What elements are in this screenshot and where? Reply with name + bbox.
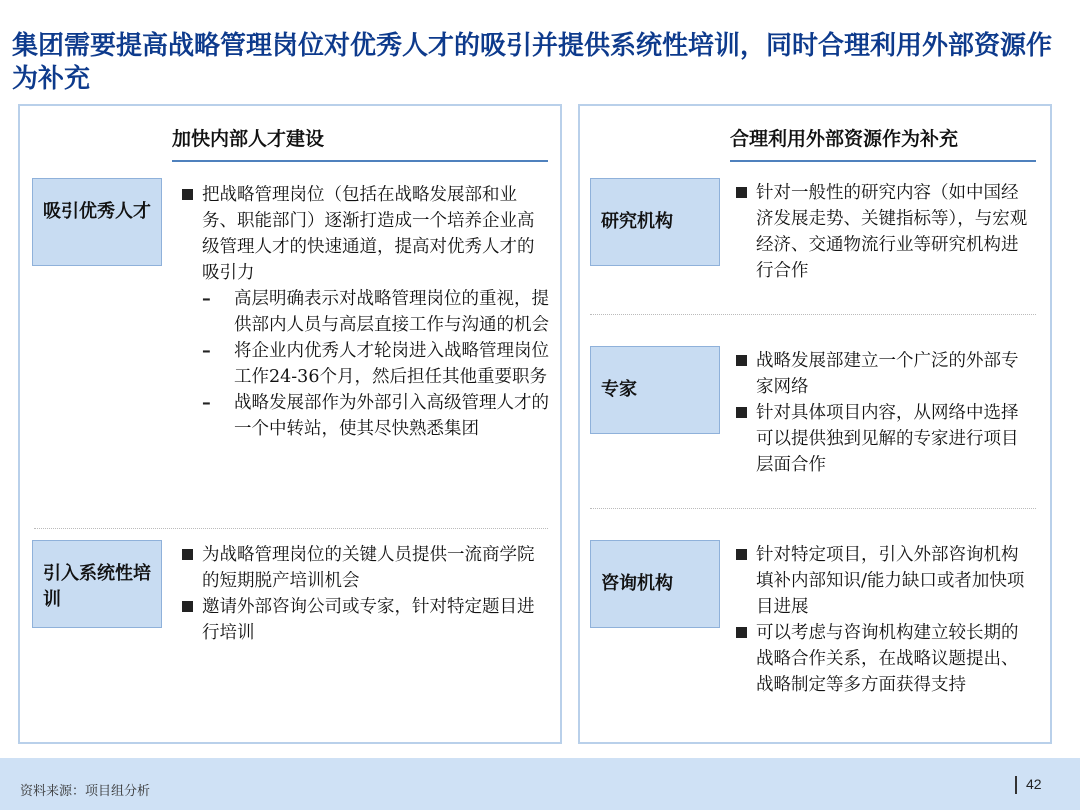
category-experts: 专家 [590,346,720,434]
bullet-item: 针对具体项目内容，从网络中选择可以提供独到见解的专家进行项目层面合作 [734,400,1034,478]
bullet-item: 针对特定项目，引入外部咨询机构填补内部知识/能力缺口或者加快项目进展 [734,542,1034,620]
section-divider [590,314,1036,315]
sub-item: – 高层明确表示对战略管理岗位的重视，提供部内人员与高层直接工作与沟通的机会 [180,286,550,338]
internal-talent-header: 加快内部人才建设 [172,128,325,150]
bullet-item: 为战略管理岗位的关键人员提供一流商学院的短期脱产培训机会 [180,542,550,594]
section-divider [590,508,1036,509]
category-research-institutes: 研究机构 [590,178,720,266]
bullet-item: 针对一般性的研究内容（如中国经济发展走势、关键指标等），与宏观经济、交通物流行业等研究机构进行合作 [734,180,1034,284]
category-attract-talent: 吸引优秀人才 [32,178,162,266]
experts-content [734,348,1034,478]
bullet-item: 可以考虑与咨询机构建立较长期的战略合作关系，在战略议题提出、战略制定等多方面获得支持 [734,620,1034,698]
header-underline [172,160,548,162]
bullet-item: 邀请外部咨询公司或专家，针对特定题目进行培训 [180,594,550,646]
page-number: 42 [1026,776,1042,792]
bullet-item: 战略发展部建立一个广泛的外部专家网络 [734,348,1034,400]
external-resources-header: 合理利用外部资源作为补充 [730,128,959,150]
external-resources-panel [578,104,1052,744]
footer-bar [0,758,1080,810]
research-institutes-content [734,180,1034,284]
category-systematic-training: 引入系统性培训 [32,540,162,628]
source-note: 资料来源：项目组分析 [20,784,151,799]
page-title: 集团需要提高战略管理岗位对优秀人才的吸引并提供系统性培训，同时合理利用外部资源作为补充 [12,31,1053,94]
systematic-training-content [180,542,550,646]
bullet-item: 把战略管理岗位（包括在战略发展部和业务、职能部门）逐渐打造成一个培养企业高级管理人才的快速通道，提高对优秀人才的吸引力 [180,182,550,286]
page-separator [1015,776,1017,794]
category-consulting-firms: 咨询机构 [590,540,720,628]
internal-talent-panel [18,104,562,744]
attract-talent-content [180,182,550,442]
consulting-firms-content [734,542,1034,698]
sub-item: – 战略发展部作为外部引入高级管理人才的一个中转站，使其尽快熟悉集团 [180,390,550,442]
section-divider [34,528,548,529]
sub-item: – 将企业内优秀人才轮岗进入战略管理岗位工作24-36个月，然后担任其他重要职务 [180,338,550,390]
header-underline [730,160,1036,162]
